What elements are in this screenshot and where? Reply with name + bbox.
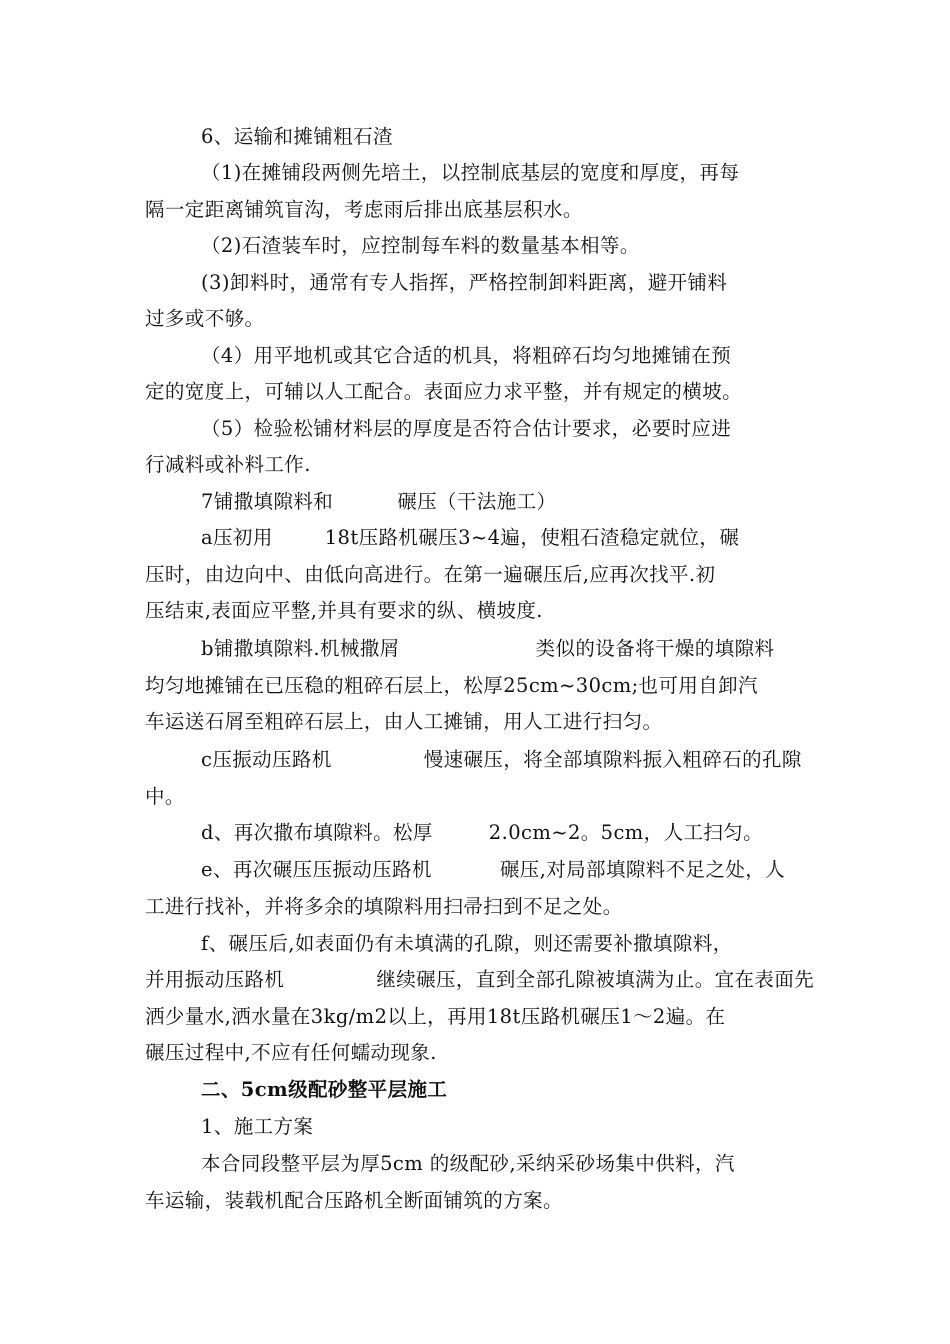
text-part: 类似的设备将干燥的填隙料: [535, 637, 775, 660]
paragraph-line: 行减料或补料工作.: [145, 453, 311, 476]
section-heading-2: 二、5cm级配砂整平层施工: [201, 1078, 448, 1101]
paragraph-line: 本合同段整平层为厚5cm 的级配砂,采纳采砂场集中供料，汽: [201, 1152, 735, 1175]
paragraph-line: 压时，由边向中、由低向高进行。在第一遍碾压后,应再次找平.初: [145, 563, 716, 586]
text-part: 慢速碾压，将全部填隙料振入粗碎石的孔隙: [423, 748, 802, 771]
paragraph-line: 工进行找补，并将多余的填隙料用扫帚扫到不足之处。: [145, 895, 623, 918]
section-heading-6: 6、运输和摊铺粗石渣: [201, 125, 393, 148]
paragraph-line: [201, 525, 739, 551]
paragraph-line: [145, 967, 814, 993]
paragraph-line: 定的宽度上，可辅以人工配合。表面应力求平整，并有规定的横坡。: [145, 380, 743, 403]
paragraph-line: [201, 747, 802, 773]
paragraph-line: （4）用平地机或其它合适的机具，将粗碎石均匀地摊铺在预: [201, 344, 732, 367]
paragraph-line: 过多或不够。: [145, 307, 265, 330]
text-part: 并用振动压路机: [145, 968, 285, 991]
paragraph-line: 压结束,表面应平整,并具有要求的纵、横坡度.: [145, 599, 543, 622]
paragraph-line: [201, 857, 785, 883]
paragraph-line: [201, 636, 774, 662]
paragraph-line: 中。: [145, 785, 185, 808]
paragraph-line: 均匀地摊铺在已压稳的粗碎石层上，松厚25cm~30cm;也可用自卸汽: [145, 674, 758, 697]
heading-part: 7铺撒填隙料和: [201, 490, 334, 513]
heading-part: 碾压（干法施工）: [397, 490, 557, 513]
paragraph-line: (3)卸料时，通常有专人指挥，严格控制卸料距离，避开铺料: [201, 271, 728, 294]
text-part: d、再次撒布填隙料。松厚: [201, 821, 433, 844]
text-part: a压初用: [201, 526, 273, 549]
paragraph-line: 车运送石屑至粗碎石层上，由人工摊铺，用人工进行扫匀。: [145, 710, 663, 733]
paragraph-line: [201, 820, 763, 846]
text-part: b铺撒填隙料.机械撒屑: [201, 637, 400, 660]
text-part: 2.0cm~2。5cm，人工扫匀。: [488, 821, 764, 844]
paragraph-line: 车运输，装载机配合压路机全断面铺筑的方案。: [145, 1189, 563, 1212]
text-part: 继续碾压，直到全部孔隙被填满为止。宜在表面先: [376, 968, 815, 991]
paragraph-line: f、碾压后,如表面仍有未填满的孔隙，则还需要补撒填隙料，: [201, 932, 733, 955]
subsection-heading: 1、施工方案: [201, 1115, 314, 1138]
text-part: e、再次碾压压振动压路机: [201, 858, 432, 881]
paragraph-line: 碾压过程中,不应有任何蠕动现象.: [145, 1041, 437, 1064]
paragraph-line: （5）检验松铺材料层的厚度是否符合估计要求，必要时应进: [201, 417, 732, 440]
text-part: 18t压路机碾压3~4遍，使粗石渣稳定就位，碾: [324, 526, 740, 549]
paragraph-line: 隔一定距离铺筑盲沟，考虑雨后排出底基层积水。: [145, 198, 583, 221]
paragraph-line: （2)石渣装车时，应控制每车料的数量基本相等。: [201, 234, 640, 257]
paragraph-line: 洒少量水,洒水量在3kg/m2以上，再用18t压路机碾压1～2遍。在: [145, 1005, 726, 1028]
text-part: c压振动压路机: [201, 748, 332, 771]
paragraph-line: （1)在摊铺段两侧先培土，以控制底基层的宽度和厚度，再每: [201, 161, 740, 184]
section-heading-7: [201, 489, 556, 515]
text-part: 碾压,对局部填隙料不足之处，人: [499, 858, 786, 881]
